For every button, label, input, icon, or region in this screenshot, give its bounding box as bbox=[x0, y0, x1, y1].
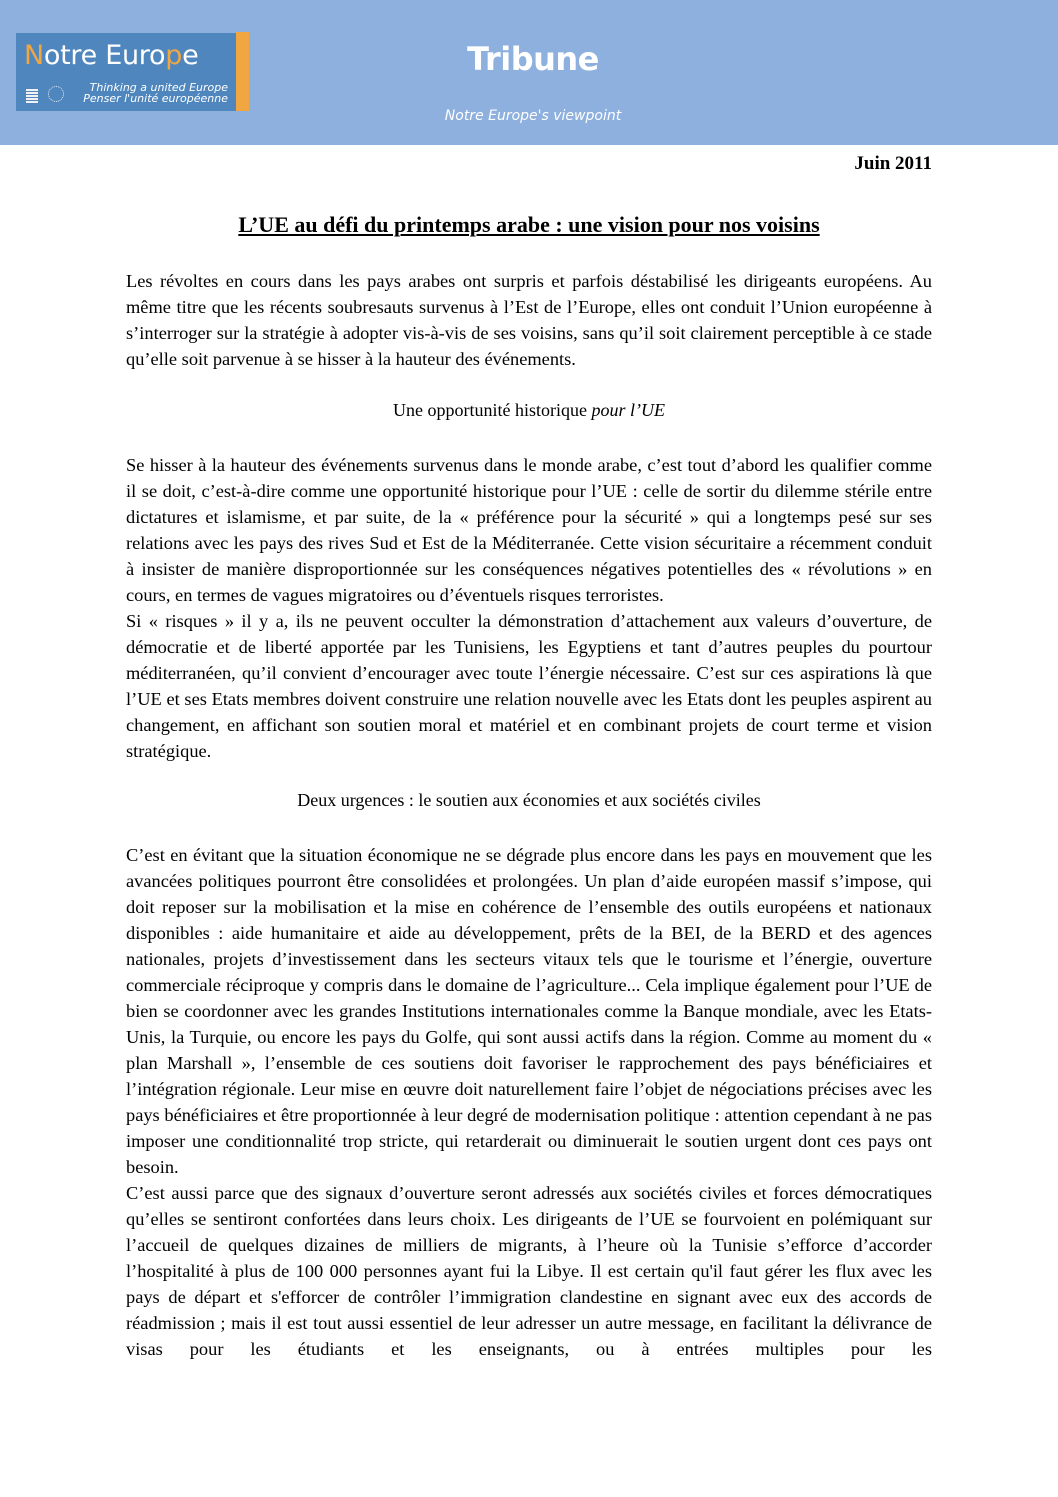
section1-heading-regular: Une opportunité historique bbox=[393, 400, 592, 420]
logo-text: otre Euro bbox=[43, 40, 166, 71]
logo-letter-p: p bbox=[165, 40, 183, 71]
section1-heading-italic: pour l’UE bbox=[591, 400, 665, 420]
header-subtitle-text: Notre Europe's viewpoint bbox=[444, 108, 622, 124]
section1-paragraph-1: Se hisser à la hauteur des événements survenus dans le monde arabe, c’est tout d’abord les qualifier comme il se doit, c’est-à-dire comme une opportunité historique pour l’UE : celle de sortir du dilemme stérile entre dictatures et islamisme, et par suite, de la « préférence pour la sécurité » qui a longtemps pesé sur ses relations avec les pays des rives Sud et Est de la Méditerranée. Cette vision sécuritaire a récemment conduit à insister de manière disproportionnée sur les conséquences négatives potentielles des « révolutions » en cours, en termes de vagues migratoires ou d’éventuels risques terroristes. bbox=[126, 455, 932, 605]
section2-paragraph-1: C’est en évitant que la situation économique ne se dégrade plus encore dans les pays en mouvement que les avancées politiques pourront être consolidées et prolongées. Un plan d’aide européen massif s’impose, qui doit reposer sur la mobilisation et la mise en cohérence de l’ensemble des outils européens et nationaux disponibles : aide humanitaire et aide au développement, prêts de la BEI, de la BERD et des agences nationales, projets d’investissement dans les secteurs vitaux tels que le tourisme et l’énergie, ouverture commerciale réciproque y compris dans le domaine de l’agriculture... Cela implique également pour l’UE de bien se coordonner avec les grandes Institutions internationales comme la Banque mondiale, avec les Etats-Unis, la Turquie, ou encore les pays du Golfe, qui sont aussi actifs dans la région. Comme au moment du « plan Marshall », l’ensemble de ces soutiens doit favoriser le rapprochement des pays bénéficiaires et l’intégration régionale. Leur mise en œuvre doit naturellement faire l’objet de négociations précises avec les pays bénéficiaires et être proportionnée à leur degré de modernisation politique : attention cependant à ne pas imposer une conditionnalité trop stricte, qui retarderait ou diminuerait le soutien urgent dont ces pays ont besoin. bbox=[126, 845, 932, 1177]
logo-tagline-en: Thinking a united Europe bbox=[89, 81, 228, 94]
header-band bbox=[0, 0, 1058, 145]
document-lines-icon bbox=[26, 89, 38, 103]
section1-body bbox=[126, 452, 932, 764]
header-title bbox=[0, 40, 1058, 78]
eu-stars-icon bbox=[48, 86, 64, 102]
logo-tagline-fr: Penser l'unité européenne bbox=[83, 92, 228, 105]
header-subtitle bbox=[0, 108, 1058, 124]
logo-tagline bbox=[83, 82, 228, 104]
section2-body bbox=[126, 842, 932, 1362]
section2-paragraph-2: C’est aussi parce que des signaux d’ouverture seront adressés aux sociétés civiles et forces démocratiques qu’elles se sentiront confortées dans leurs choix. Les dirigeants de l’UE se fourvoient en polémiquant sur l’accueil de quelques dizaines de milliers de migrants, à l’heure où la Tunisie s’efforce d’accorder l’hospitalité à plus de 100 000 personnes ayant fui la Libye. Il est certain qu'il faut gérer les flux avec les pays de départ et s'efforcer de contrôler l’immigration clandestine en signant avec eux des accords de réadmission ; mais il est tout aussi essentiel de leur adresser un autre message, en facilitant la délivrance de visas pour les étudiants et les enseignants, ou à entrées multiples pour les bbox=[126, 1183, 932, 1359]
section1-paragraph-2: Si « risques » il y a, ils ne peuvent occulter la démonstration d’attachement aux valeurs d’ouverture, de démocratie et de liberté apportée par les Tunisiens, les Egyptiens et tant d’autres peuples du pourtour méditerranéen, qu’il convient d’encourager avec toute l’énergie nécessaire. C’est sur ces aspirations là que l’UE et ses Etats membres doivent construire une relation nouvelle avec les Etats dont les peuples aspirent au changement, en affichant son soutien moral et matériel et en combinant projets de court terme et vision stratégique. bbox=[126, 611, 932, 761]
document-title: L’UE au défi du printemps arabe : une vision pour nos voisins bbox=[238, 212, 820, 237]
intro-paragraph bbox=[126, 268, 932, 372]
logo-letter-n: N bbox=[24, 40, 44, 71]
document-date: Juin 2011 bbox=[854, 153, 932, 174]
section1-heading bbox=[0, 400, 1058, 421]
intro-text: Les révoltes en cours dans les pays arabes ont surpris et parfois déstabilisé les dirigeants européens. Au même titre que les récents soubresauts survenus à l’Est de l’Europe, elles ont conduit l’Union européenne à s’interroger sur la stratégie à adopter vis-à-vis de ses voisins, sans qu’il soit clairement perceptible à ce stade qu’elle soit parvenue à se hisser à la hauteur des événements. bbox=[126, 271, 932, 369]
logo-letter-e: e bbox=[182, 40, 199, 71]
header-title-text: Tribune bbox=[467, 40, 599, 78]
section2-heading: Deux urgences : le soutien aux économies et aux sociétés civiles bbox=[297, 790, 761, 810]
